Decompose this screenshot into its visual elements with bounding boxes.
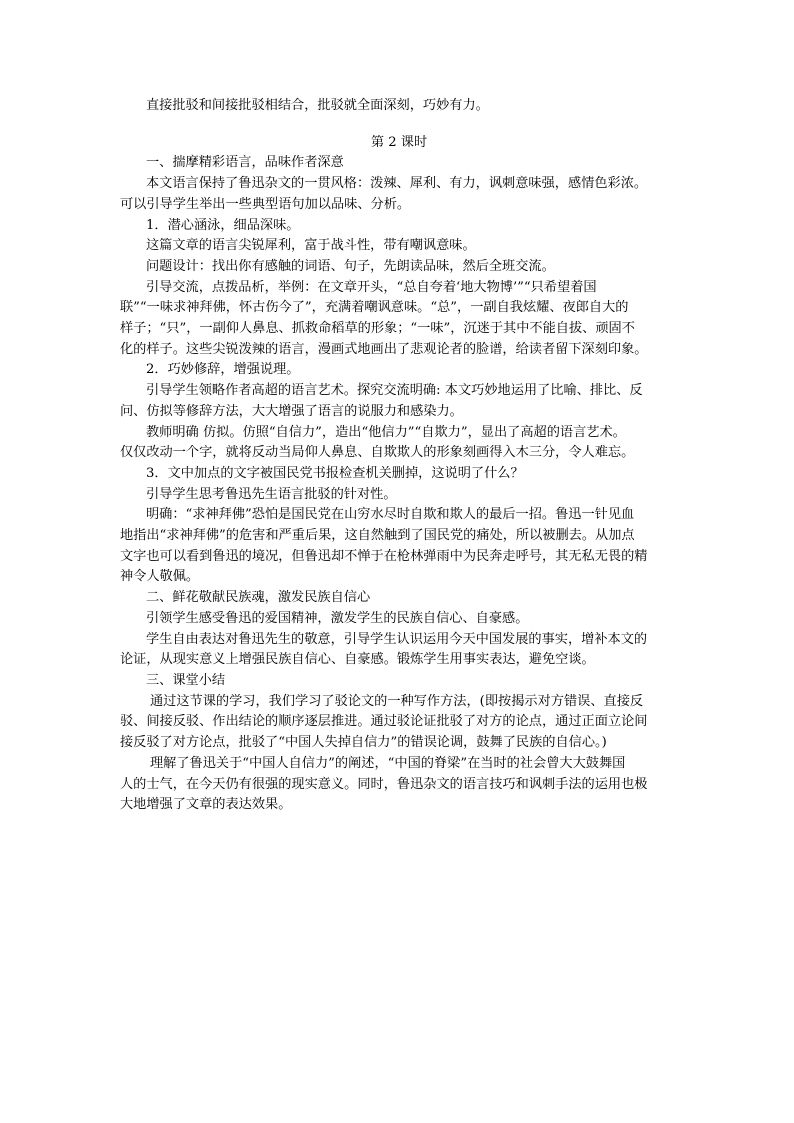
subheading-3: 3．文中加点的文字被国民党书报检查机关删掉，这说明了什么？ [146,465,524,481]
paragraph-line: 接反驳了对方论点，批驳了“中国人失掉自信力”的错误论调，鼓舞了民族的自信心。) [120,735,607,751]
paragraph-line: 论证，从现实意义上增强民族自信心、自豪感。锻炼学生用事实表达，避免空谈。 [120,652,595,668]
heading-2: 二、鲜花敬献民族魂，激发民族自信心 [146,590,371,606]
paragraph-line: 人的士气，在今天仍有很强的现实意义。同时，鲁迅杂文的语言技巧和讽刺手法的运用也极 [120,776,648,792]
paragraph-line: 理解了鲁迅关于“中国人自信力”的阐述，“中国的脊梁”在当时的社会曾大大鼓舞国 [150,755,626,771]
paragraph-line: 这篇文章的语言尖锐犀利，富于战斗性，带有嘲讽意味。 [146,238,476,254]
paragraph-line: 引导交流，点拨品析，举例：在文章开头，“总自夸着‘地大物博’”“只希望着国 [146,279,597,295]
paragraph-line: 驳、间接反驳、作出结论的顺序逐层推进。通过驳论证批驳了对方的论点，通过正面立论间 [120,714,648,730]
subheading-1: 1．潜心涵泳，细品深味。 [146,217,300,233]
paragraph-line: 样子；“只”，一副仰人鼻息、抓救命稻草的形象；“一味”，沉迷于其中不能自拔、顽固不 [120,321,635,337]
paragraph-line: 教师明确 仿拟。仿照“自信力”，造出“他信力”“自欺力”，显出了高超的语言艺术。 [146,424,626,440]
heading-1: 一、揣摩精彩语言，品味作者深意 [146,155,344,171]
paragraph-line: 联”“一味求神拜佛，怀古伤今了”，充满着嘲讽意味。“总”，一副自我炫耀、夜郎自大的 [120,300,629,316]
paragraph-line: 通过这节课的学习，我们学习了驳论文的一种写作方法，(即按揭示对方错误、直接反 [150,693,644,709]
heading-3: 三、课堂小结 [146,672,226,688]
paragraph-line: 引导学生领略作者高超的语言艺术。探究交流明确: 本文巧妙地运用了比喻、排比、反 [146,383,643,399]
paragraph-line: 可以引导学生举出一些典型语句加以品味、分析。 [120,196,411,212]
subheading-2: 2．巧妙修辞，增强说理。 [146,362,300,378]
paragraph-line: 仅仅改动一个字，就将反动当局仰人鼻息、自欺欺人的形象刻画得入木三分，令人难忘。 [120,445,635,461]
paragraph-line: 地指出“求神拜佛”的危害和严重后果，这自然触到了国民党的痛处，所以被删去。从加点 [120,528,635,544]
paragraph-line: 直接批驳和间接批驳相结合，批驳就全面深刻，巧妙有力。 [146,98,489,113]
paragraph-line: 文字也可以看到鲁迅的境况，但鲁迅却不惮于在枪林弹雨中为民奔走呼号，其无私无畏的精 [120,548,648,564]
paragraph-line: 大地增强了文章的表达效果。 [120,797,292,813]
paragraph-line: 学生自由表达对鲁迅先生的敬意，引导学生认识运用今天中国发展的事实，增补本文的 [146,631,648,647]
paragraph-line: 问题设计：找出你有感触的词语、句子，先朗读品味，然后全班交流。 [146,258,555,274]
paragraph-line: 问、仿拟等修辞方法，大大增强了语言的说服力和感染力。 [120,403,463,419]
section-title: 第 2 课时 [370,134,428,150]
document-page [120,96,678,816]
paragraph-line: 引导学生思考鲁迅先生语言批驳的针对性。 [146,486,397,502]
paragraph-line: 引领学生感受鲁迅的爱国精神，激发学生的民族自信心、自豪感。 [146,610,529,626]
paragraph-line: 明确：“求神拜佛”恐怕是国民党在山穷水尽时自欺和欺人的最后一招。鲁迅一针见血 [146,507,635,523]
paragraph-line: 化的样子。这些尖锐泼辣的语言，漫画式地画出了悲观论者的脸谱，给读者留下深刻印象。 [120,341,648,357]
paragraph-line: 神令人敬佩。 [120,569,200,585]
paragraph-line: 本文语言保持了鲁迅杂文的一贯风格：泼辣、犀利、有力，讽刺意味强，感情色彩浓。 [146,176,648,192]
